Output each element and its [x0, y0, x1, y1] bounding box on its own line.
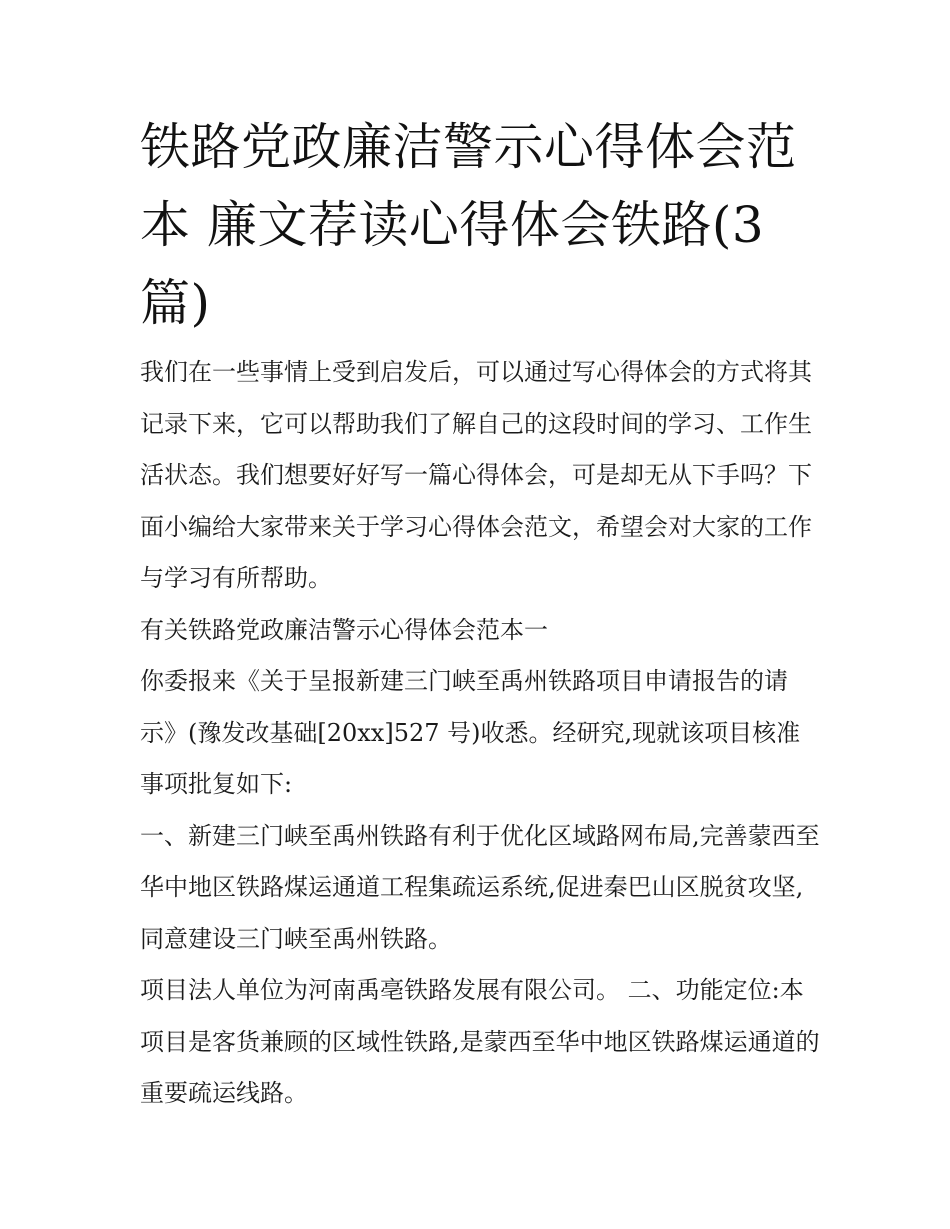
intro-paragraph: 我们在一些事情上受到启发后，可以通过写心得体会的方式将其记录下来，它可以帮助我们了解自己的这段时间的学习、工作生活状态。我们想要好好写一篇心得体会，可是却无从下手吗？下面小编给大家带来关于学习心得体会范文，希望会对大家的工作与学习有所帮助。 — [140, 358, 812, 592]
document-title: 铁路党政廉洁警示心得体会范本 廉文荐读心得体会铁路(3篇) — [140, 118, 797, 332]
section-heading: 有关铁路党政廉洁警示心得体会范本一 — [140, 615, 548, 644]
body-paragraph: 一、新建三门峡至禹州铁路有利于优化区域路网布局,完善蒙西至华中地区铁路煤运通道工程集疏运系统,促进秦巴山区脱贫攻坚,同意建设三门峡至禹州铁路。 — [140, 821, 820, 953]
body-paragraph: 你委报来《关于呈报新建三门峡至禹州铁路项目申请报告的请示》(豫发改基础[20xx]527 号)收悉。经研究,现就该项目核准事项批复如下: — [140, 667, 801, 798]
document-content — [140, 108, 820, 1120]
body-paragraph: 项目法人单位为河南禹亳铁路发展有限公司。 二、功能定位:本项目是客货兼顾的区域性铁路,是蒙西至华中地区铁路煤运通道的重要疏运线路。 — [140, 976, 820, 1107]
